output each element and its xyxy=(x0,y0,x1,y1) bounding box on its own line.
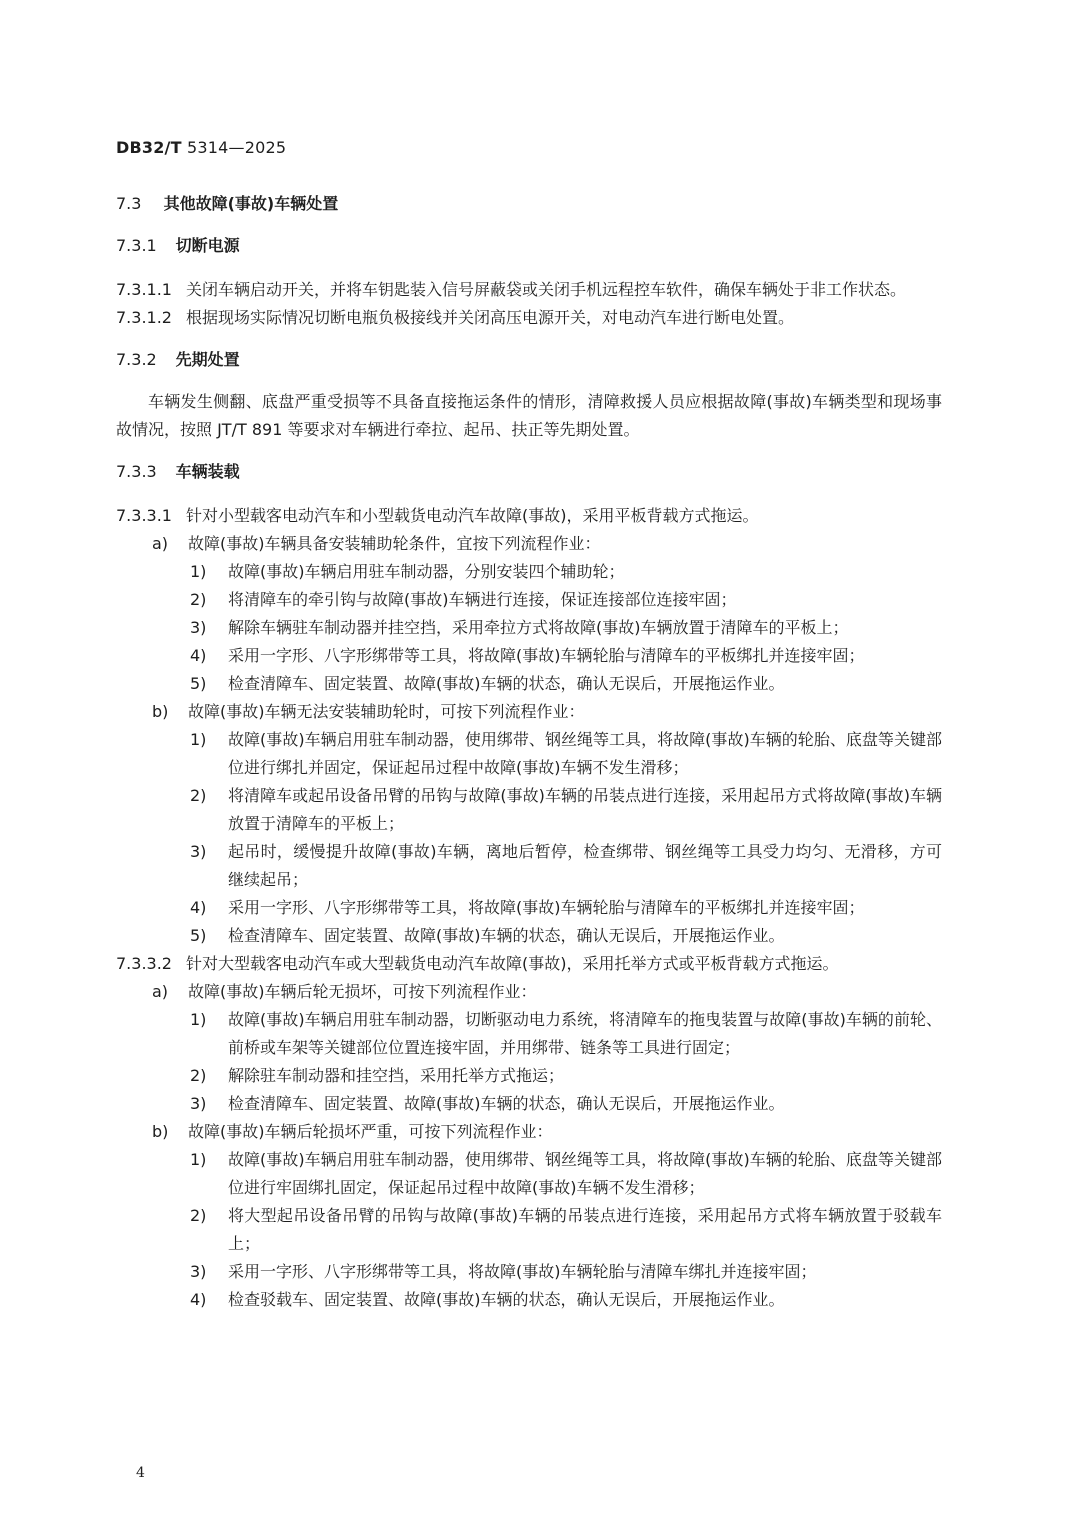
clause-text: 根据现场实际情况切断电瓶负极接线并关闭高压电源开关，对电动汽车进行断电处置。 xyxy=(186,308,795,327)
list-label: a) xyxy=(152,982,169,1001)
list-text: 检查清障车、固定装置、故障(事故)车辆的状态，确认无误后，开展拖运作业。 xyxy=(228,674,785,693)
list-item xyxy=(116,586,942,614)
list-label: 3) xyxy=(190,1094,207,1113)
list-label: 2) xyxy=(190,1066,207,1085)
list-text: 故障(事故)车辆无法安装辅助轮时，可按下列流程作业： xyxy=(188,702,585,721)
list-label: b) xyxy=(152,1122,169,1141)
section-number: 7.3.3 xyxy=(116,462,157,481)
list-label: 5) xyxy=(190,674,207,693)
list-item xyxy=(116,642,942,670)
list-text: 将大型起吊设备吊臂的吊钩与故障(事故)车辆的吊装点进行连接，采用起吊方式将车辆放置于驳载车上； xyxy=(228,1206,942,1253)
clause-7-3-1-2 xyxy=(116,304,942,332)
list-label: 1) xyxy=(190,730,207,749)
section-heading-7-3-1 xyxy=(116,232,942,260)
standard-prefix: DB32/T xyxy=(116,138,182,157)
list-text: 将清障车或起吊设备吊臂的吊钩与故障(事故)车辆的吊装点进行连接，采用起吊方式将故障(事故)车辆放置于清障车的平板上； xyxy=(228,786,942,833)
list-text: 故障(事故)车辆启用驻车制动器，使用绑带、钢丝绳等工具，将故障(事故)车辆的轮胎、底盘等关键部位进行绑扎并固定，保证起吊过程中故障(事故)车辆不发生滑移； xyxy=(228,730,942,777)
section-heading-7-3-2 xyxy=(116,346,942,374)
list-item-a xyxy=(116,530,942,558)
list-label: 2) xyxy=(190,590,207,609)
list-label: 2) xyxy=(190,1206,207,1225)
list-label: 1) xyxy=(190,1010,207,1029)
section-number: 7.3.1 xyxy=(116,236,157,255)
list-label: 1) xyxy=(190,562,207,581)
standard-number: 5314—2025 xyxy=(187,138,287,157)
list-item xyxy=(116,1006,942,1062)
list-item xyxy=(116,782,942,838)
list-text: 起吊时，缓慢提升故障(事故)车辆，离地后暂停，检查绑带、钢丝绳等工具受力均匀、无滑移，方可继续起吊； xyxy=(228,842,942,889)
clause-text: 针对小型载客电动汽车和小型载货电动汽车故障(事故)，采用平板背载方式拖运。 xyxy=(186,506,759,525)
list-text: 采用一字形、八字形绑带等工具，将故障(事故)车辆轮胎与清障车的平板绑扎并连接牢固； xyxy=(228,898,865,917)
list-label: 3) xyxy=(190,1262,207,1281)
list-text: 采用一字形、八字形绑带等工具，将故障(事故)车辆轮胎与清障车的平板绑扎并连接牢固； xyxy=(228,646,865,665)
list-item xyxy=(116,838,942,894)
list-text: 将清障车的牵引钩与故障(事故)车辆进行连接，保证连接部位连接牢固； xyxy=(228,590,737,609)
clause-number: 7.3.1.2 xyxy=(116,308,172,327)
list-text: 检查清障车、固定装置、故障(事故)车辆的状态，确认无误后，开展拖运作业。 xyxy=(228,926,785,945)
clause-number: 7.3.3.2 xyxy=(116,954,172,973)
list-text: 检查清障车、固定装置、故障(事故)车辆的状态，确认无误后，开展拖运作业。 xyxy=(228,1094,785,1113)
list-text: 检查驳载车、固定装置、故障(事故)车辆的状态，确认无误后，开展拖运作业。 xyxy=(228,1290,785,1309)
document-body xyxy=(116,190,942,1314)
list-text: 解除驻车制动器和挂空挡，采用托举方式拖运； xyxy=(228,1066,565,1085)
list-text: 故障(事故)车辆启用驻车制动器，使用绑带、钢丝绳等工具，将故障(事故)车辆的轮胎、底盘等关键部位进行牢固绑扎固定，保证起吊过程中故障(事故)车辆不发生滑移； xyxy=(228,1150,942,1197)
clause-number: 7.3.3.1 xyxy=(116,506,172,525)
list-item xyxy=(116,1062,942,1090)
section-title: 切断电源 xyxy=(175,236,240,255)
list-item-a xyxy=(116,978,942,1006)
list-label: 3) xyxy=(190,618,207,637)
list-text: 采用一字形、八字形绑带等工具，将故障(事故)车辆轮胎与清障车绑扎并连接牢固； xyxy=(228,1262,817,1281)
list-label: 5) xyxy=(190,926,207,945)
clause-7-3-1-1 xyxy=(116,276,942,304)
section-title: 车辆装载 xyxy=(175,462,240,481)
list-item xyxy=(116,670,942,698)
clause-text: 关闭车辆启动开关，并将车钥匙装入信号屏蔽袋或关闭手机远程控车软件，确保车辆处于非工作状态。 xyxy=(186,280,907,299)
list-item xyxy=(116,1258,942,1286)
list-item xyxy=(116,922,942,950)
list-item-b xyxy=(116,698,942,726)
list-text: 故障(事故)车辆后轮损坏严重，可按下列流程作业： xyxy=(188,1122,553,1141)
list-text: 故障(事故)车辆启用驻车制动器，切断驱动电力系统，将清障车的拖曳装置与故障(事故)车辆的前轮、前桥或车架等关键部位位置连接牢固，并用绑带、链条等工具进行固定； xyxy=(228,1010,942,1057)
list-text: 故障(事故)车辆启用驻车制动器，分别安装四个辅助轮； xyxy=(228,562,625,581)
clause-7-3-3-1 xyxy=(116,502,942,530)
list-label: b) xyxy=(152,702,169,721)
list-text: 故障(事故)车辆具备安装辅助轮条件，宜按下列流程作业： xyxy=(188,534,601,553)
list-item xyxy=(116,894,942,922)
list-item xyxy=(116,726,942,782)
list-item xyxy=(116,614,942,642)
list-text: 故障(事故)车辆后轮无损坏，可按下列流程作业： xyxy=(188,982,537,1001)
section-heading-7-3-3 xyxy=(116,458,942,486)
list-label: a) xyxy=(152,534,169,553)
section-title: 先期处置 xyxy=(175,350,240,369)
list-text: 解除车辆驻车制动器并挂空挡，采用牵拉方式将故障(事故)车辆放置于清障车的平板上； xyxy=(228,618,849,637)
list-label: 4) xyxy=(190,898,207,917)
list-item xyxy=(116,558,942,586)
list-item xyxy=(116,1146,942,1202)
clause-number: 7.3.1.1 xyxy=(116,280,172,299)
clause-text: 针对大型载客电动汽车或大型载货电动汽车故障(事故)，采用托举方式或平板背载方式拖运。 xyxy=(186,954,839,973)
standard-code xyxy=(116,138,286,157)
list-label: 1) xyxy=(190,1150,207,1169)
page-number: 4 xyxy=(136,1465,145,1481)
list-label: 4) xyxy=(190,1290,207,1309)
list-item-b xyxy=(116,1118,942,1146)
section-number: 7.3.2 xyxy=(116,350,157,369)
list-item xyxy=(116,1286,942,1314)
list-label: 2) xyxy=(190,786,207,805)
list-label: 4) xyxy=(190,646,207,665)
list-item xyxy=(116,1090,942,1118)
section-number: 7.3 xyxy=(116,194,142,213)
section-title: 其他故障(事故)车辆处置 xyxy=(163,194,339,213)
list-label: 3) xyxy=(190,842,207,861)
clause-7-3-3-2 xyxy=(116,950,942,978)
paragraph-7-3-2: 车辆发生侧翻、底盘严重受损等不具备直接拖运条件的情形，清障救援人员应根据故障(事故)车辆类型和现场事故情况，按照 JT/T 891 等要求对车辆进行牵拉、起吊、扶正等先期处置。 xyxy=(116,392,942,439)
list-item xyxy=(116,1202,942,1258)
section-heading-7-3 xyxy=(116,190,942,218)
